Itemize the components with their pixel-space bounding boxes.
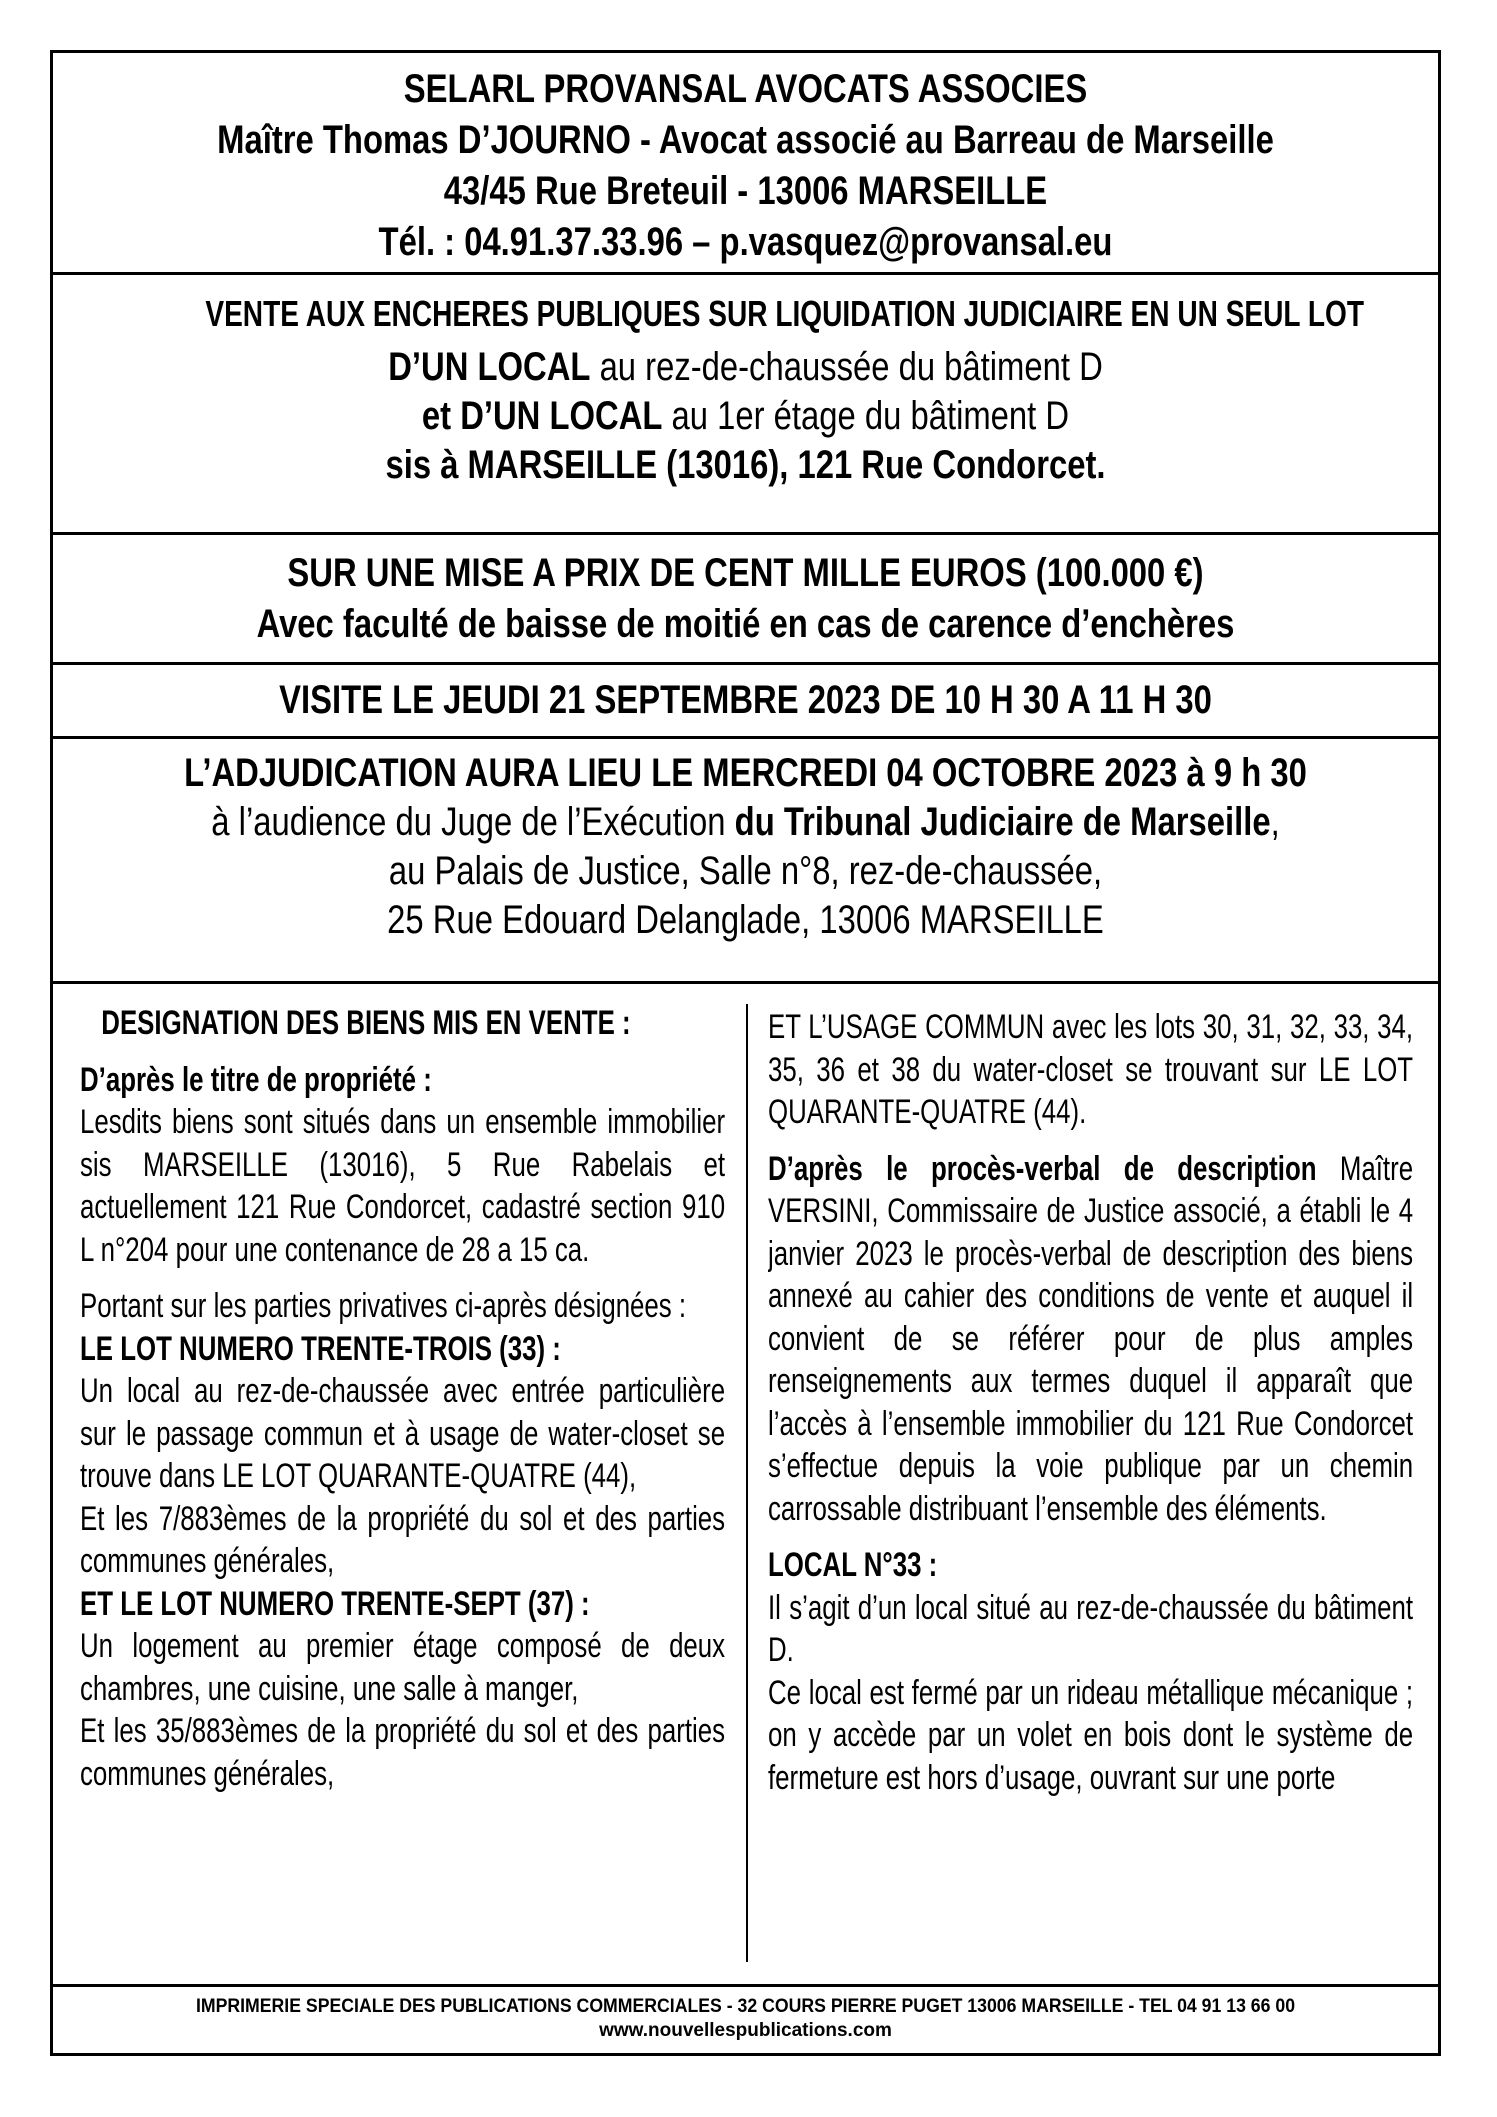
sale-item-1-bold: D’UN LOCAL xyxy=(388,345,591,389)
firm-address: 43/45 Rue Breteuil - 13006 MARSEILLE xyxy=(443,169,1048,213)
right-column xyxy=(768,984,1413,1984)
firm-name: SELARL PROVANSAL AVOCATS ASSOCIES xyxy=(403,67,1088,111)
left-column xyxy=(80,984,725,1984)
sale-item-2-bold: et D’UN LOCAL xyxy=(421,394,663,438)
sale-title: VENTE AUX ENCHERES PUBLIQUES SUR LIQUIDATION JUDICIAIRE EN UN SEUL LOT xyxy=(205,293,1365,334)
auction-court xyxy=(178,800,1314,845)
printer-info: IMPRIMERIE SPECIALE DES PUBLICATIONS COMMERCIALES - 32 COURS PIERRE PUGET 13006 MARSEILLE - TEL 04 91 13 66 00 xyxy=(195,1996,1296,2017)
price-section xyxy=(53,535,1438,665)
pv-description xyxy=(768,1148,1413,1531)
firm-contact: Tél. : 04.91.37.33.96 – p.vasquez@provansal.eu xyxy=(378,220,1113,264)
pv-text: Maître VERSINI, Commissaire de Justice associé, a établi le 4 janvier 2023 le procès-verbal de description des biens annexé au cahier des conditions de vente et auquel il convient de se référer pour de plus amples renseignements aux termes duquel il apparaît que l’accès à l’ensemble immobilier du 121 Rue Condorcet s’effectue depuis la voie publique par un chemin carrossable distribuant l’ensemble des éléments. xyxy=(768,1149,1413,1528)
lot-37-share: Et les 35/883èmes de la propriété du sol et des parties communes générales, xyxy=(80,1712,725,1793)
auction-court-post: , xyxy=(1270,800,1280,844)
lot-33-heading: LE LOT NUMERO TRENTE-TROIS (33) : xyxy=(80,1329,561,1368)
sale-section xyxy=(53,275,1438,535)
printer-footer xyxy=(53,1988,1438,2042)
starting-price: SUR UNE MISE A PRIX DE CENT MILLE EUROS (100.000 €) xyxy=(287,551,1204,595)
law-firm-header xyxy=(53,53,1438,275)
lot-37-heading: ET LE LOT NUMERO TRENTE-SEPT (37) : xyxy=(80,1584,590,1623)
footer-rule xyxy=(53,1984,1438,1987)
private-parts-intro: Portant sur les parties privatives ci-après désignées : xyxy=(80,1287,687,1325)
column-divider xyxy=(746,1004,748,1962)
printer-website: www.nouvellespublications.com xyxy=(599,2020,892,2041)
title-deed-text: Lesdits biens sont situés dans un ensemble immobilier sis MARSEILLE (13016), 5 Rue Rabelais et actuellement 121 Rue Condorcet, cadastré section 910 L n°204 pour une contenance de 28 a 15 ca. xyxy=(80,1103,725,1269)
auction-room: au Palais de Justice, Salle n°8, rez-de-chaussée, xyxy=(388,849,1103,893)
sale-item-1 xyxy=(178,345,1314,390)
sale-item-1-rest: au rez-de-chaussée du bâtiment D xyxy=(590,345,1103,389)
auction-section xyxy=(53,739,1438,984)
auction-court-pre: à l’audience du Juge de l’Exécution xyxy=(211,800,735,844)
lot-37-text: Un logement au premier étage composé de deux chambres, une cuisine, une salle à manger, xyxy=(80,1627,725,1708)
pv-heading: D’après le procès-verbal de description xyxy=(768,1149,1317,1188)
notice-frame xyxy=(50,50,1441,2056)
sale-item-2-rest: au 1er étage du bâtiment D xyxy=(662,394,1070,438)
common-use-text: ET L’USAGE COMMUN avec les lots 30, 31, 32, 33, 34, 35, 36 et 38 du water-closet se trouvant sur LE LOT QUARANTE-QUATRE (44). xyxy=(768,1008,1413,1131)
local-33-text-2: Ce local est fermé par un rideau métallique mécanique ; on y accède par un volet en bois dont le système de fermeture est hors d’usage, ouvrant sur une porte xyxy=(768,1673,1413,1797)
lawyer-name: Maître Thomas D’JOURNO - Avocat associé au Barreau de Marseille xyxy=(217,118,1274,162)
designation-heading: DESIGNATION DES BIENS MIS EN VENTE : xyxy=(101,1004,631,1042)
sale-location: sis à MARSEILLE (13016), 121 Rue Condorcet. xyxy=(385,443,1106,487)
local-33-heading: LOCAL N°33 : xyxy=(768,1546,938,1584)
lot-33-text: Un local au rez-de-chaussée avec entrée particulière sur le passage commun et à usage de water-closet se trouve dans LE LOT QUARANTE-QUATRE (44), xyxy=(80,1372,725,1495)
visit-date: VISITE LE JEUDI 21 SEPTEMBRE 2023 DE 10 H 30 A 11 H 30 xyxy=(279,678,1212,722)
auction-date: L’ADJUDICATION AURA LIEU LE MERCREDI 04 OCTOBRE 2023 à 9 h 30 xyxy=(184,751,1307,795)
auction-court-name: du Tribunal Judiciaire de Marseille xyxy=(734,800,1271,844)
visit-section xyxy=(53,665,1438,739)
sale-item-2 xyxy=(178,394,1314,439)
title-deed-heading: D’après le titre de propriété : xyxy=(80,1060,432,1099)
auction-address: 25 Rue Edouard Delanglade, 13006 MARSEILLE xyxy=(387,898,1104,942)
local-33-text-1: Il s’agit d’un local situé au rez-de-chaussée du bâtiment D. xyxy=(768,1588,1413,1669)
lot-33-share: Et les 7/883èmes de la propriété du sol et des parties communes générales, xyxy=(80,1499,725,1580)
designation-body xyxy=(53,984,1438,1984)
price-reduction-note: Avec faculté de baisse de moitié en cas de carence d’enchères xyxy=(256,602,1235,646)
